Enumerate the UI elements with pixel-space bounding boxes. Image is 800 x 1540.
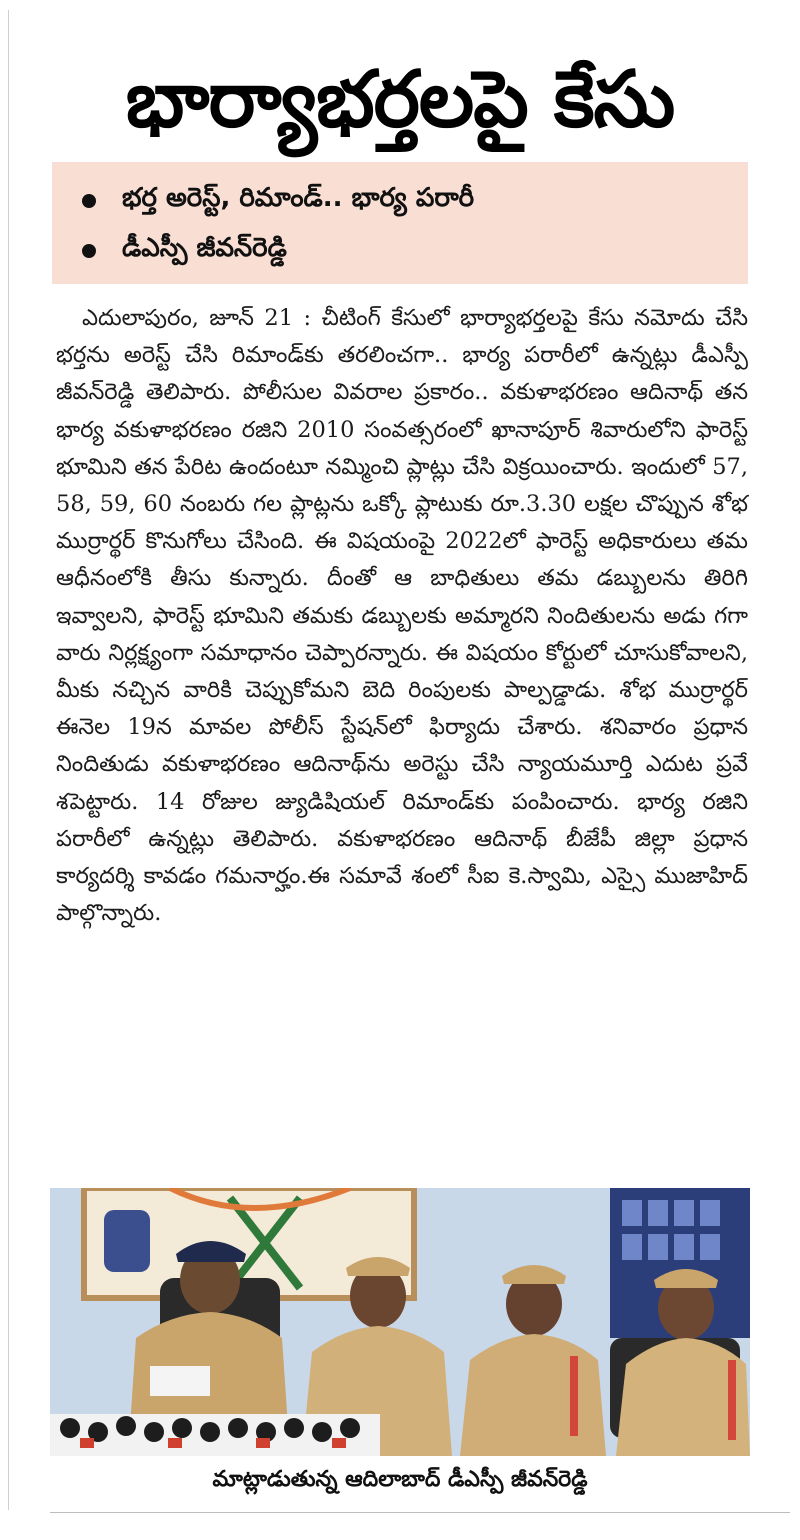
highlights-box (52, 162, 748, 284)
headline: భార్యాభర్తలపై కేసు (125, 55, 675, 145)
article-body: ఎదులాపురం, జూన్ 21 : చీటింగ్ కేసులో భార్యాభర్తలపై కేసు నమోదు చేసి భర్తను అరెస్ట్ చేసి రిమాండ్‌కు తరలించగా.. భార్య పరారీలో ఉన్నట్లు డీఎస్పీ జీవన్‌రెడ్డి తెలిపారు. పోలీసుల వివరాల ప్రకారం.. వకుళాభరణం ఆదినాథ్ తన భార్య వకుళాభరణం రజిని 2010 సంవత్సరంలో ఖానాపూర్ శివారులోని ఫారెస్ట్ భూమిని తన పేరిట ఉందంటూ నమ్మించి ప్లాట్లు చేసి విక్రయించారు. ఇందులో 57, 58, 59, 60 నంబరు గల ప్లాట్లను ఒక్కో ప్లాటుకు రూ.3.30 లక్షల చొప్పున శోభ ముర్రార్థర్ కొనుగోలు చేసింది. ఈ విషయంపై 2022లో ఫారెస్ట్ అధికారులు తమ ఆధీనంలోకి తీసు కున్నారు. దీంతో ఆ బాధితులు తమ డబ్బులను తిరిగి ఇవ్వాలని, ఫారెస్ట్ భూమిని తమకు డబ్బులకు అమ్మారని నిందితులను అడు గగా వారు నిర్లక్ష్యంగా సమాధానం చెప్పారన్నారు. ఈ విషయం కోర్టులో చూసుకోవాలని, మీకు నచ్చిన వారికి చెప్పుకోమని బెది రింపులకు పాల్పడ్డాడు. శోభ ముర్రార్థర్ ఈనెల 19న మావల పోలీస్ స్టేషన్‌లో ఫిర్యాదు చేశారు. శనివారం ప్రధాన నిందితుడు వకుళాభరణం ఆదినాథ్‌ను అరెస్టు చేసి న్యాయమూర్తి ఎదుట ప్రవే శపెట్టారు. 14 రోజుల జ్యుడిషియల్ రిమాండ్‌కు పంపించారు. భార్య రజిని పరారీలో ఉన్నట్లు తెలిపారు. వకుళాభరణం ఆదినాథ్ బీజేపీ జిల్లా ప్రధాన కార్యదర్శి కావడం గమనార్హం.ఈ సమావే శంలో సీఐ కె.స్వామి, ఎస్సై ముజాహిద్ పాల్గొన్నారు. (56, 305, 748, 927)
highlight-text: భర్త అరెస్ట్, రిమాండ్.. భార్య పరారీ (122, 183, 475, 213)
news-photo (50, 1188, 750, 1456)
bullet-icon (82, 194, 96, 208)
bullet-icon (82, 244, 96, 258)
photo-caption: మాట్లాడుతున్న ఆదిలాబాద్ డీఎస్పీ జీవన్‌రెడ్డి (212, 1467, 588, 1492)
highlight-text: డీఎస్పీ జీవన్‌రెడ్డి (122, 233, 287, 263)
bottom-divider (50, 1512, 790, 1513)
photo-illustration (50, 1188, 750, 1456)
highlight-item (82, 226, 748, 276)
column-divider (8, 10, 9, 1510)
police-emblem-icon (104, 1210, 150, 1272)
highlight-item (82, 176, 748, 226)
